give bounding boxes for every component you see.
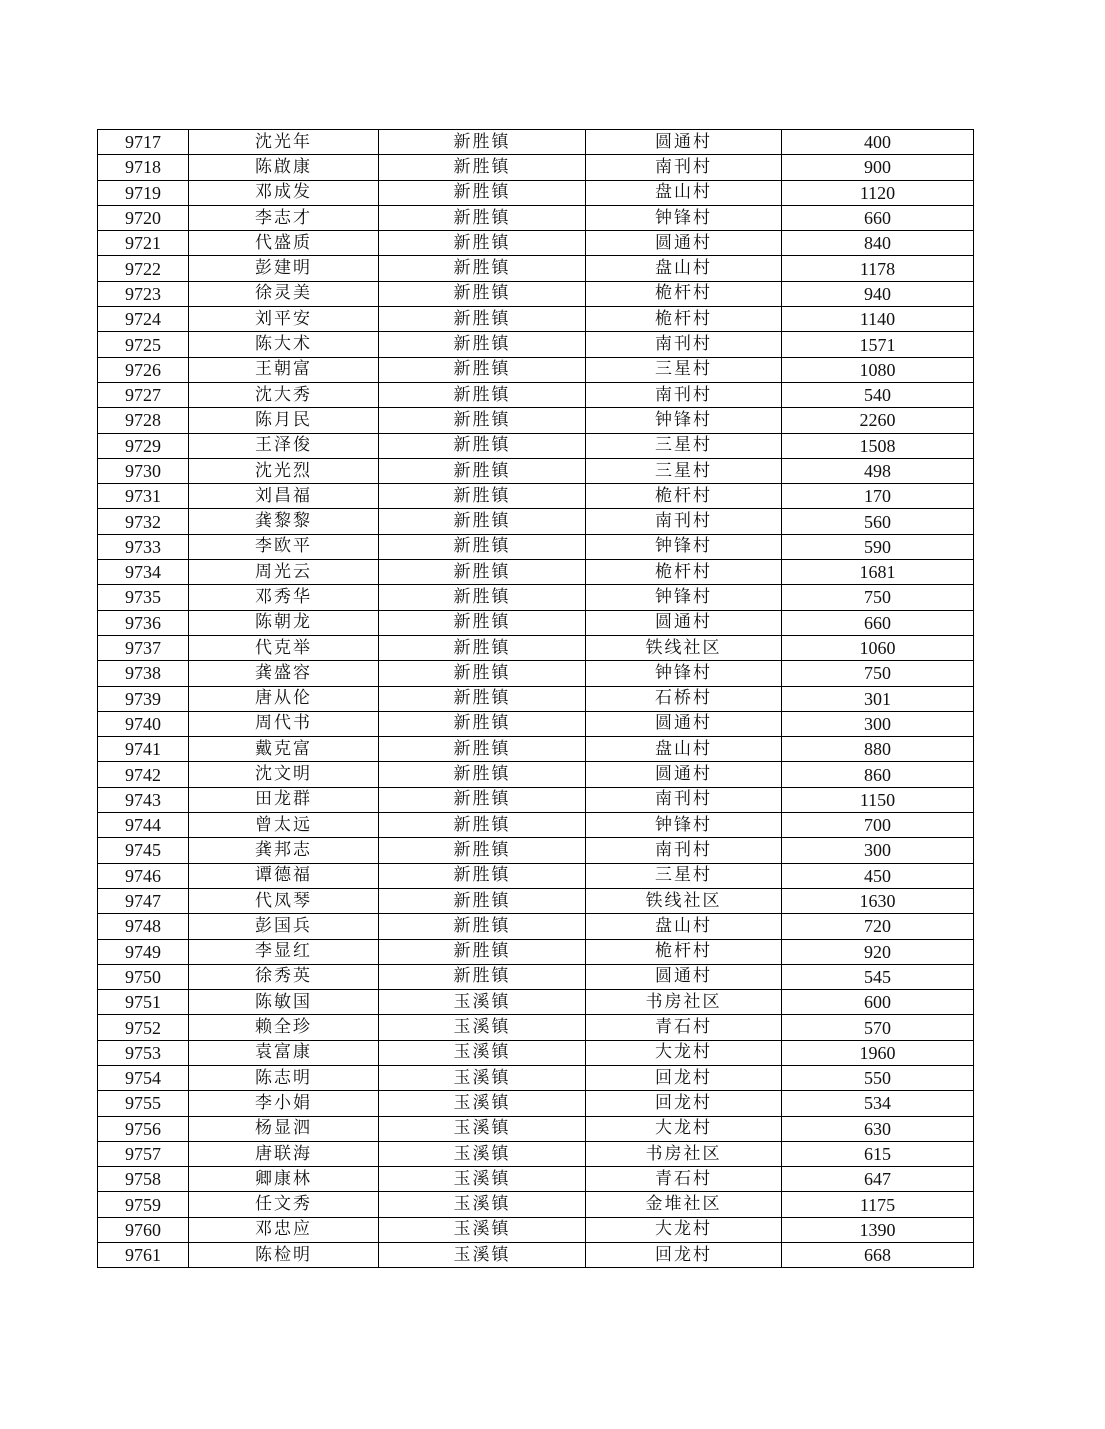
table-row [98, 332, 974, 357]
table-row [98, 1091, 974, 1116]
table-row [98, 357, 974, 382]
row-number-cell: 9759 [98, 1192, 189, 1217]
amount-cell: 1630 [782, 888, 974, 913]
amount-cell: 2260 [782, 408, 974, 433]
table-row [98, 458, 974, 483]
table-row [98, 1167, 974, 1192]
town-cell: 新胜镇 [379, 686, 586, 711]
amount-cell: 1571 [782, 332, 974, 357]
name-cell: 陈敏国 [189, 990, 379, 1015]
table-row [98, 711, 974, 736]
row-number-cell: 9723 [98, 281, 189, 306]
row-number-cell: 9732 [98, 509, 189, 534]
name-cell: 刘平安 [189, 307, 379, 332]
village-cell: 盘山村 [586, 914, 782, 939]
name-cell: 王朝富 [189, 357, 379, 382]
amount-cell: 1150 [782, 787, 974, 812]
row-number-cell: 9717 [98, 130, 189, 155]
amount-cell: 498 [782, 458, 974, 483]
village-cell: 铁线社区 [586, 635, 782, 660]
name-cell: 邓忠应 [189, 1217, 379, 1242]
table-row [98, 1116, 974, 1141]
table-row [98, 382, 974, 407]
row-number-cell: 9754 [98, 1065, 189, 1090]
village-cell: 圆通村 [586, 610, 782, 635]
name-cell: 沈大秀 [189, 382, 379, 407]
row-number-cell: 9739 [98, 686, 189, 711]
town-cell: 新胜镇 [379, 382, 586, 407]
amount-cell: 590 [782, 534, 974, 559]
table-row [98, 939, 974, 964]
town-cell: 玉溪镇 [379, 1040, 586, 1065]
amount-cell: 940 [782, 281, 974, 306]
row-number-cell: 9744 [98, 813, 189, 838]
name-cell: 陈志明 [189, 1065, 379, 1090]
town-cell: 新胜镇 [379, 863, 586, 888]
table-row [98, 509, 974, 534]
village-cell: 回龙村 [586, 1065, 782, 1090]
amount-cell: 880 [782, 737, 974, 762]
table-row [98, 1065, 974, 1090]
town-cell: 新胜镇 [379, 433, 586, 458]
name-cell: 代凤琴 [189, 888, 379, 913]
amount-cell: 900 [782, 155, 974, 180]
table-row [98, 635, 974, 660]
table-row [98, 863, 974, 888]
town-cell: 新胜镇 [379, 484, 586, 509]
row-number-cell: 9736 [98, 610, 189, 635]
table-row [98, 281, 974, 306]
row-number-cell: 9745 [98, 838, 189, 863]
village-cell: 盘山村 [586, 180, 782, 205]
town-cell: 新胜镇 [379, 256, 586, 281]
row-number-cell: 9741 [98, 737, 189, 762]
town-cell: 新胜镇 [379, 509, 586, 534]
town-cell: 新胜镇 [379, 458, 586, 483]
village-cell: 盘山村 [586, 256, 782, 281]
row-number-cell: 9728 [98, 408, 189, 433]
row-number-cell: 9749 [98, 939, 189, 964]
town-cell: 新胜镇 [379, 307, 586, 332]
name-cell: 唐联海 [189, 1141, 379, 1166]
name-cell: 卿康林 [189, 1167, 379, 1192]
town-cell: 新胜镇 [379, 787, 586, 812]
name-cell: 陈啟康 [189, 155, 379, 180]
table-row [98, 1015, 974, 1040]
village-cell: 桅杆村 [586, 560, 782, 585]
table-row [98, 990, 974, 1015]
row-number-cell: 9735 [98, 585, 189, 610]
village-cell: 三星村 [586, 863, 782, 888]
row-number-cell: 9734 [98, 560, 189, 585]
row-number-cell: 9752 [98, 1015, 189, 1040]
town-cell: 玉溪镇 [379, 1065, 586, 1090]
amount-cell: 1960 [782, 1040, 974, 1065]
village-cell: 南刊村 [586, 509, 782, 534]
row-number-cell: 9719 [98, 180, 189, 205]
village-cell: 南刊村 [586, 155, 782, 180]
town-cell: 玉溪镇 [379, 1167, 586, 1192]
roster-table-body [98, 130, 974, 1268]
amount-cell: 170 [782, 484, 974, 509]
town-cell: 玉溪镇 [379, 990, 586, 1015]
town-cell: 新胜镇 [379, 231, 586, 256]
town-cell: 玉溪镇 [379, 1217, 586, 1242]
town-cell: 玉溪镇 [379, 1192, 586, 1217]
table-row [98, 661, 974, 686]
table-row [98, 130, 974, 155]
row-number-cell: 9727 [98, 382, 189, 407]
amount-cell: 540 [782, 382, 974, 407]
name-cell: 周代书 [189, 711, 379, 736]
village-cell: 钟锋村 [586, 205, 782, 230]
row-number-cell: 9737 [98, 635, 189, 660]
town-cell: 新胜镇 [379, 964, 586, 989]
row-number-cell: 9758 [98, 1167, 189, 1192]
row-number-cell: 9760 [98, 1217, 189, 1242]
village-cell: 圆通村 [586, 231, 782, 256]
row-number-cell: 9753 [98, 1040, 189, 1065]
name-cell: 李小娟 [189, 1091, 379, 1116]
table-row [98, 1192, 974, 1217]
row-number-cell: 9726 [98, 357, 189, 382]
table-row [98, 914, 974, 939]
table-row [98, 585, 974, 610]
name-cell: 陈检明 [189, 1243, 379, 1268]
table-row [98, 1141, 974, 1166]
row-number-cell: 9738 [98, 661, 189, 686]
amount-cell: 840 [782, 231, 974, 256]
village-cell: 钟锋村 [586, 661, 782, 686]
row-number-cell: 9742 [98, 762, 189, 787]
roster-table [97, 129, 974, 1268]
row-number-cell: 9720 [98, 205, 189, 230]
name-cell: 田龙群 [189, 787, 379, 812]
row-number-cell: 9740 [98, 711, 189, 736]
row-number-cell: 9730 [98, 458, 189, 483]
town-cell: 新胜镇 [379, 762, 586, 787]
amount-cell: 400 [782, 130, 974, 155]
amount-cell: 1175 [782, 1192, 974, 1217]
table-row [98, 433, 974, 458]
amount-cell: 301 [782, 686, 974, 711]
amount-cell: 1508 [782, 433, 974, 458]
table-row [98, 180, 974, 205]
row-number-cell: 9731 [98, 484, 189, 509]
name-cell: 周光云 [189, 560, 379, 585]
row-number-cell: 9748 [98, 914, 189, 939]
table-row [98, 560, 974, 585]
town-cell: 玉溪镇 [379, 1015, 586, 1040]
town-cell: 新胜镇 [379, 332, 586, 357]
table-row [98, 408, 974, 433]
village-cell: 回龙村 [586, 1091, 782, 1116]
village-cell: 钟锋村 [586, 813, 782, 838]
name-cell: 王泽俊 [189, 433, 379, 458]
table-row [98, 838, 974, 863]
village-cell: 青石村 [586, 1167, 782, 1192]
town-cell: 玉溪镇 [379, 1091, 586, 1116]
name-cell: 彭建明 [189, 256, 379, 281]
name-cell: 沈文明 [189, 762, 379, 787]
amount-cell: 1080 [782, 357, 974, 382]
village-cell: 钟锋村 [586, 585, 782, 610]
name-cell: 陈朝龙 [189, 610, 379, 635]
row-number-cell: 9750 [98, 964, 189, 989]
town-cell: 新胜镇 [379, 408, 586, 433]
village-cell: 大龙村 [586, 1040, 782, 1065]
name-cell: 龚盛容 [189, 661, 379, 686]
name-cell: 赖全珍 [189, 1015, 379, 1040]
amount-cell: 615 [782, 1141, 974, 1166]
name-cell: 刘昌福 [189, 484, 379, 509]
village-cell: 南刊村 [586, 838, 782, 863]
town-cell: 新胜镇 [379, 180, 586, 205]
town-cell: 新胜镇 [379, 914, 586, 939]
amount-cell: 1060 [782, 635, 974, 660]
amount-cell: 668 [782, 1243, 974, 1268]
name-cell: 陈大术 [189, 332, 379, 357]
town-cell: 玉溪镇 [379, 1243, 586, 1268]
table-row [98, 1217, 974, 1242]
name-cell: 徐灵美 [189, 281, 379, 306]
row-number-cell: 9743 [98, 787, 189, 812]
row-number-cell: 9729 [98, 433, 189, 458]
table-row [98, 964, 974, 989]
village-cell: 书房社区 [586, 990, 782, 1015]
table-row [98, 737, 974, 762]
table-row [98, 256, 974, 281]
amount-cell: 720 [782, 914, 974, 939]
amount-cell: 550 [782, 1065, 974, 1090]
name-cell: 龚邦志 [189, 838, 379, 863]
row-number-cell: 9761 [98, 1243, 189, 1268]
table-row [98, 155, 974, 180]
row-number-cell: 9757 [98, 1141, 189, 1166]
town-cell: 新胜镇 [379, 560, 586, 585]
table-row [98, 686, 974, 711]
name-cell: 李欧平 [189, 534, 379, 559]
name-cell: 沈光烈 [189, 458, 379, 483]
amount-cell: 647 [782, 1167, 974, 1192]
table-row [98, 787, 974, 812]
table-row [98, 484, 974, 509]
village-cell: 南刊村 [586, 382, 782, 407]
town-cell: 玉溪镇 [379, 1116, 586, 1141]
town-cell: 新胜镇 [379, 585, 586, 610]
village-cell: 桅杆村 [586, 281, 782, 306]
row-number-cell: 9724 [98, 307, 189, 332]
village-cell: 书房社区 [586, 1141, 782, 1166]
amount-cell: 750 [782, 585, 974, 610]
amount-cell: 450 [782, 863, 974, 888]
village-cell: 桅杆村 [586, 939, 782, 964]
name-cell: 曾太远 [189, 813, 379, 838]
amount-cell: 534 [782, 1091, 974, 1116]
name-cell: 徐秀英 [189, 964, 379, 989]
town-cell: 新胜镇 [379, 281, 586, 306]
name-cell: 代克举 [189, 635, 379, 660]
amount-cell: 700 [782, 813, 974, 838]
name-cell: 杨显泗 [189, 1116, 379, 1141]
village-cell: 圆通村 [586, 762, 782, 787]
town-cell: 新胜镇 [379, 711, 586, 736]
amount-cell: 660 [782, 610, 974, 635]
town-cell: 新胜镇 [379, 838, 586, 863]
table-row [98, 610, 974, 635]
amount-cell: 920 [782, 939, 974, 964]
village-cell: 青石村 [586, 1015, 782, 1040]
village-cell: 南刊村 [586, 332, 782, 357]
row-number-cell: 9725 [98, 332, 189, 357]
row-number-cell: 9722 [98, 256, 189, 281]
row-number-cell: 9751 [98, 990, 189, 1015]
name-cell: 戴克富 [189, 737, 379, 762]
village-cell: 盘山村 [586, 737, 782, 762]
town-cell: 新胜镇 [379, 357, 586, 382]
amount-cell: 630 [782, 1116, 974, 1141]
village-cell: 三星村 [586, 433, 782, 458]
village-cell: 圆通村 [586, 130, 782, 155]
town-cell: 新胜镇 [379, 737, 586, 762]
name-cell: 代盛质 [189, 231, 379, 256]
village-cell: 圆通村 [586, 711, 782, 736]
amount-cell: 750 [782, 661, 974, 686]
village-cell: 圆通村 [586, 964, 782, 989]
town-cell: 新胜镇 [379, 205, 586, 230]
town-cell: 新胜镇 [379, 813, 586, 838]
village-cell: 回龙村 [586, 1243, 782, 1268]
row-number-cell: 9718 [98, 155, 189, 180]
village-cell: 三星村 [586, 458, 782, 483]
row-number-cell: 9756 [98, 1116, 189, 1141]
row-number-cell: 9721 [98, 231, 189, 256]
town-cell: 新胜镇 [379, 610, 586, 635]
name-cell: 谭德福 [189, 863, 379, 888]
amount-cell: 1120 [782, 180, 974, 205]
village-cell: 石桥村 [586, 686, 782, 711]
table-row [98, 762, 974, 787]
table-row [98, 888, 974, 913]
table-row [98, 1040, 974, 1065]
amount-cell: 1140 [782, 307, 974, 332]
name-cell: 李显红 [189, 939, 379, 964]
town-cell: 新胜镇 [379, 534, 586, 559]
town-cell: 玉溪镇 [379, 1141, 586, 1166]
name-cell: 龚黎黎 [189, 509, 379, 534]
row-number-cell: 9733 [98, 534, 189, 559]
town-cell: 新胜镇 [379, 635, 586, 660]
name-cell: 沈光年 [189, 130, 379, 155]
name-cell: 袁富康 [189, 1040, 379, 1065]
village-cell: 钟锋村 [586, 408, 782, 433]
village-cell: 金堆社区 [586, 1192, 782, 1217]
table-row [98, 231, 974, 256]
amount-cell: 600 [782, 990, 974, 1015]
row-number-cell: 9746 [98, 863, 189, 888]
village-cell: 三星村 [586, 357, 782, 382]
village-cell: 大龙村 [586, 1116, 782, 1141]
amount-cell: 1390 [782, 1217, 974, 1242]
village-cell: 大龙村 [586, 1217, 782, 1242]
table-row [98, 307, 974, 332]
name-cell: 邓成发 [189, 180, 379, 205]
name-cell: 邓秀华 [189, 585, 379, 610]
table-row [98, 1243, 974, 1268]
amount-cell: 660 [782, 205, 974, 230]
village-cell: 南刊村 [586, 787, 782, 812]
name-cell: 唐从伦 [189, 686, 379, 711]
table-row [98, 534, 974, 559]
name-cell: 陈月民 [189, 408, 379, 433]
table-row [98, 205, 974, 230]
village-cell: 桅杆村 [586, 307, 782, 332]
amount-cell: 560 [782, 509, 974, 534]
town-cell: 新胜镇 [379, 155, 586, 180]
amount-cell: 545 [782, 964, 974, 989]
town-cell: 新胜镇 [379, 888, 586, 913]
amount-cell: 300 [782, 711, 974, 736]
village-cell: 桅杆村 [586, 484, 782, 509]
row-number-cell: 9747 [98, 888, 189, 913]
row-number-cell: 9755 [98, 1091, 189, 1116]
amount-cell: 860 [782, 762, 974, 787]
amount-cell: 300 [782, 838, 974, 863]
name-cell: 李志才 [189, 205, 379, 230]
name-cell: 彭国兵 [189, 914, 379, 939]
village-cell: 钟锋村 [586, 534, 782, 559]
amount-cell: 570 [782, 1015, 974, 1040]
name-cell: 任文秀 [189, 1192, 379, 1217]
town-cell: 新胜镇 [379, 130, 586, 155]
amount-cell: 1178 [782, 256, 974, 281]
town-cell: 新胜镇 [379, 661, 586, 686]
town-cell: 新胜镇 [379, 939, 586, 964]
table-row [98, 813, 974, 838]
village-cell: 铁线社区 [586, 888, 782, 913]
amount-cell: 1681 [782, 560, 974, 585]
